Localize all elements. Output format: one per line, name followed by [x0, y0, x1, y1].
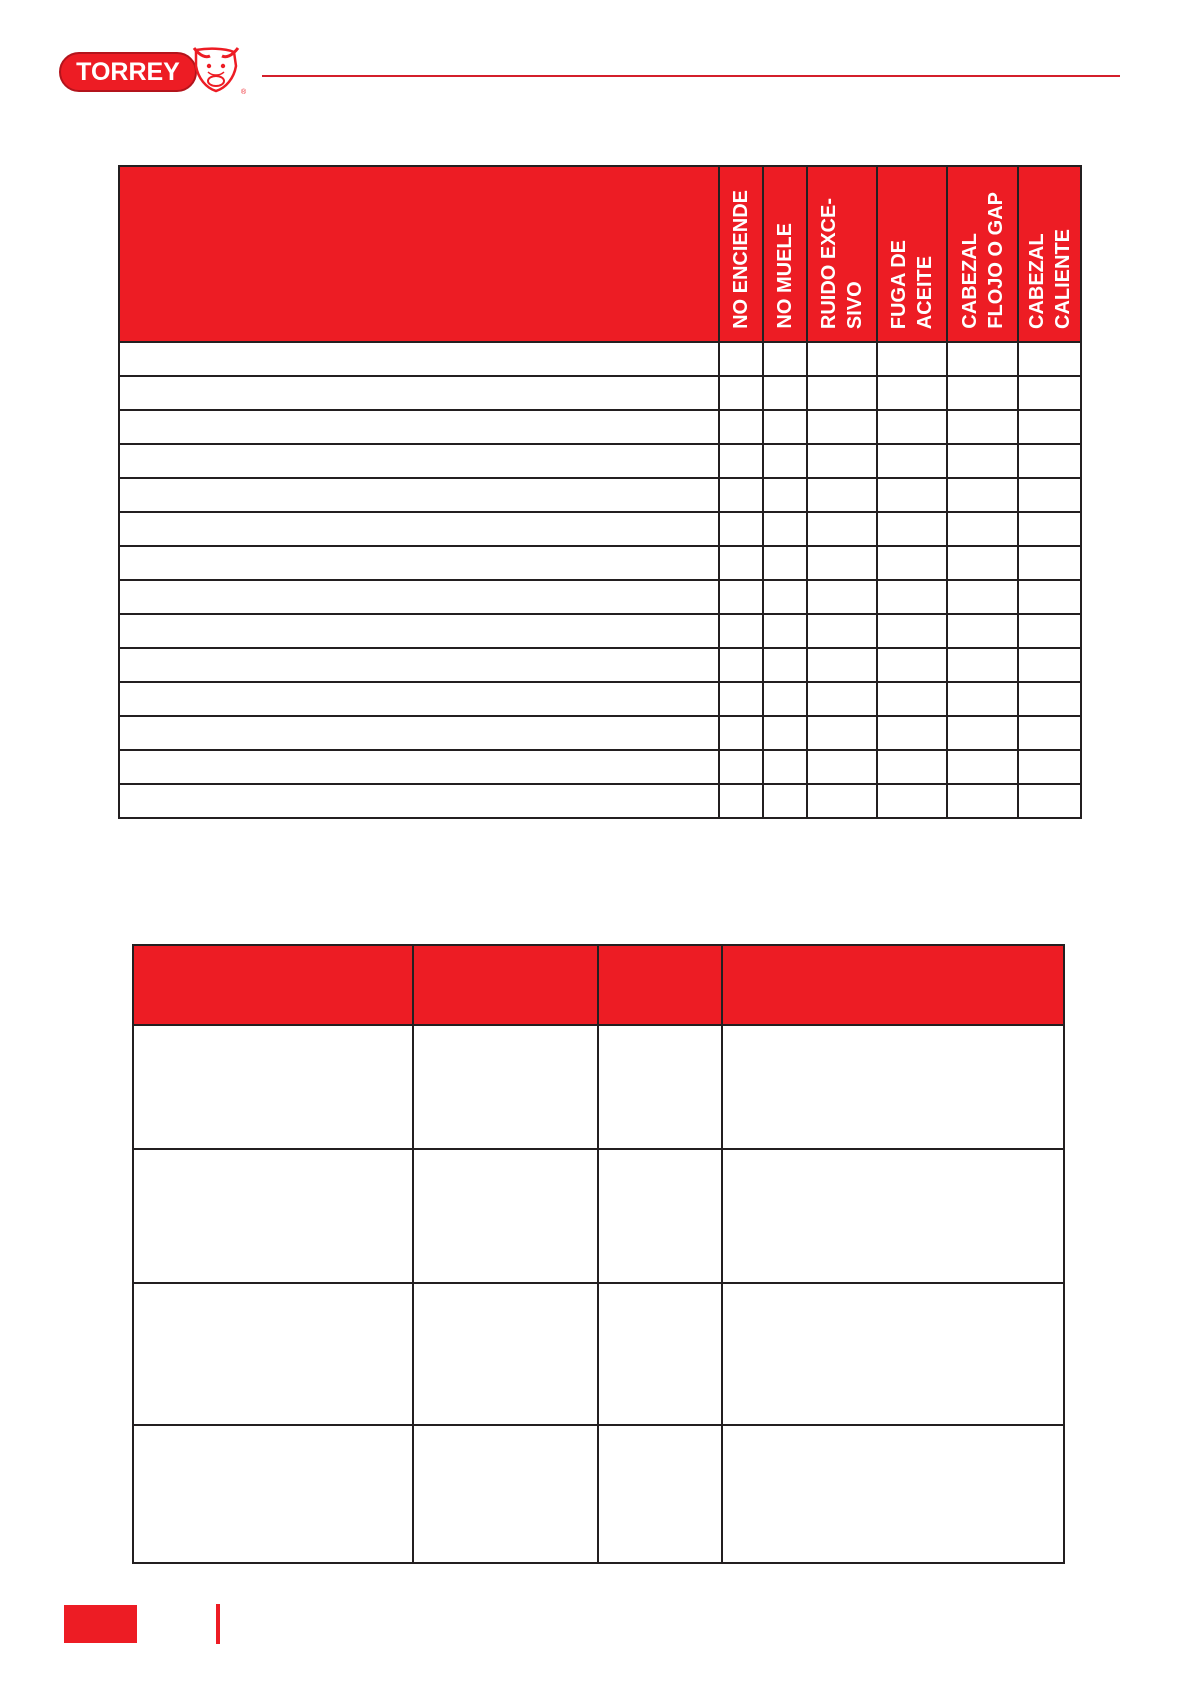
- table-row: [119, 478, 1081, 512]
- table-header-row: [133, 945, 1064, 1025]
- table-row: [119, 580, 1081, 614]
- table-row: [119, 410, 1081, 444]
- header-cell-cabezal-flojo: CABEZAL FLOJO O GAP: [947, 166, 1018, 342]
- table-row: [119, 512, 1081, 546]
- troubleshooting-table: [118, 165, 1082, 819]
- page-number-box: [64, 1605, 137, 1643]
- table-row: [119, 376, 1081, 410]
- registered-mark: ®: [241, 89, 247, 96]
- table-row: [119, 444, 1081, 478]
- table-row: [119, 614, 1081, 648]
- header-cell: [133, 945, 413, 1025]
- header-rule: [262, 75, 1120, 77]
- table-row: [119, 750, 1081, 784]
- header-cell-fuga-de-aceite: FUGA DE ACEITE: [877, 166, 947, 342]
- header-cell-description: [119, 166, 719, 342]
- header-cell: [598, 945, 722, 1025]
- table-row: [119, 682, 1081, 716]
- brand-name: TORREY: [76, 58, 180, 86]
- header-cell: [413, 945, 598, 1025]
- footer-divider: [216, 1604, 220, 1644]
- header-cell-ruido-excesivo: RUIDO EXCE- SIVO: [807, 166, 877, 342]
- torrey-logo: [58, 44, 248, 96]
- table-row: [119, 648, 1081, 682]
- header-cell-no-enciende: NO ENCIENDE: [719, 166, 763, 342]
- bull-head-icon: [194, 48, 238, 91]
- table-row: [119, 342, 1081, 376]
- header-cell-no-muele: NO MUELE: [763, 166, 807, 342]
- table-row: [119, 784, 1081, 818]
- header-cell: [722, 945, 1064, 1025]
- table-row: [133, 1425, 1064, 1563]
- table-row: [119, 546, 1081, 580]
- table-row: [119, 716, 1081, 750]
- table-row: [133, 1283, 1064, 1425]
- header-cell-cabezal-caliente: CABEZAL CALIENTE: [1018, 166, 1081, 342]
- table-row: [133, 1025, 1064, 1149]
- maintenance-table: [132, 944, 1065, 1564]
- table-header-row: [119, 166, 1081, 342]
- table-row: [133, 1149, 1064, 1283]
